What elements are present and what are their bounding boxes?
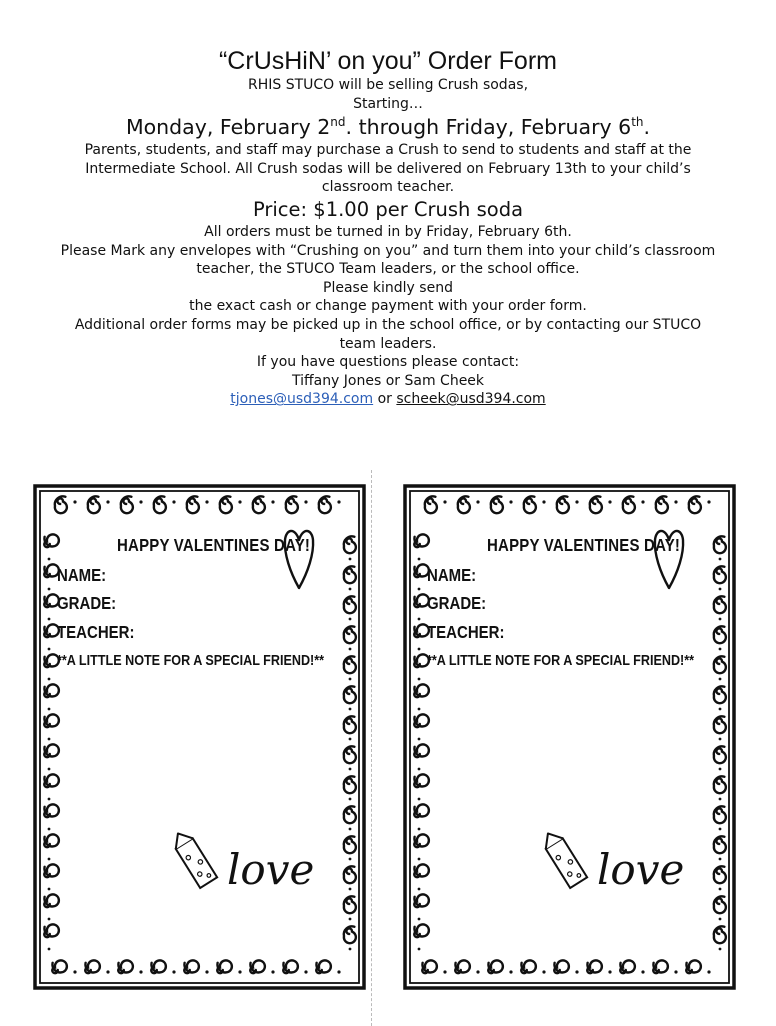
instructions-line-1: All orders must be turned in by Friday, February 6th. [204,223,572,240]
love-word: love [597,845,685,894]
grade-label: GRADE: [57,594,117,614]
teacher-label: TEACHER: [427,623,505,643]
card-heading: HAPPY VALENTINES DAY! [117,536,311,556]
love-illustration [547,826,685,898]
card-heading: HAPPY VALENTINES DAY! [487,536,681,556]
instructions-line-6: Additional order forms may be picked up in the school office, or by contacting our STUCO [74,316,702,333]
intro-line: RHIS STUCO will be selling Crush sodas, [247,77,529,93]
instructions-line-7: team leaders. [339,335,437,352]
instructions-line-3: teacher, the STUCO Team leaders, or the school office. [196,261,580,278]
purchase-info-line-2: Intermediate School. All Crush sodas will be delivered on February 13th to your child’s [85,160,691,177]
sale-dates: Monday, February 2nd. through Friday, February 6th. [125,115,651,140]
heart-icon [652,524,686,590]
note-label: **A LITTLE NOTE FOR A SPECIAL FRIEND!** [427,652,695,669]
starting-line: Starting… [353,95,423,112]
name-label: NAME: [57,566,107,586]
grade-label: GRADE: [427,594,487,614]
cut-line [371,470,372,1026]
purchase-info-line-1: Parents, students, and staff may purchase a Crush to send to students and staff at the [84,142,692,159]
note-label: **A LITTLE NOTE FOR A SPECIAL FRIEND!** [57,652,325,669]
valentine-card-right [403,484,736,990]
price-line: Price: $1.00 per Crush soda [252,197,524,221]
swirl-border-frame [403,484,736,990]
email-link-scheek[interactable]: scheek@usd394.com [396,391,546,408]
instructions-line-2: Please Mark any envelopes with “Crushing on you” and turn them into your child’s classroom [60,242,716,259]
instructions-line-4: Please kindly send [323,279,453,296]
valentine-card-left [33,484,366,990]
purchase-info-line-3: classroom teacher. [321,179,455,196]
heart-icon [282,524,316,590]
love-word: love [227,845,315,894]
form-title: “CrUsHiN’ on you” Order Form [218,47,557,75]
order-form-header [20,46,756,409]
email-link-tjones[interactable]: tjones@usd394.com [230,391,374,408]
name-label: NAME: [427,566,477,586]
teacher-label: TEACHER: [57,623,135,643]
contact-names: Tiffany Jones or Sam Cheek [291,372,485,389]
swirl-border-frame [33,484,366,990]
contact-emails: tjones@usd394.com or scheek@usd394.com [230,391,546,408]
contact-line: If you have questions please contact: [256,354,520,371]
pencil-icon [169,828,217,888]
love-illustration [177,826,315,898]
pencil-icon [539,828,587,888]
instructions-line-5: the exact cash or change payment with your order form. [189,298,587,315]
